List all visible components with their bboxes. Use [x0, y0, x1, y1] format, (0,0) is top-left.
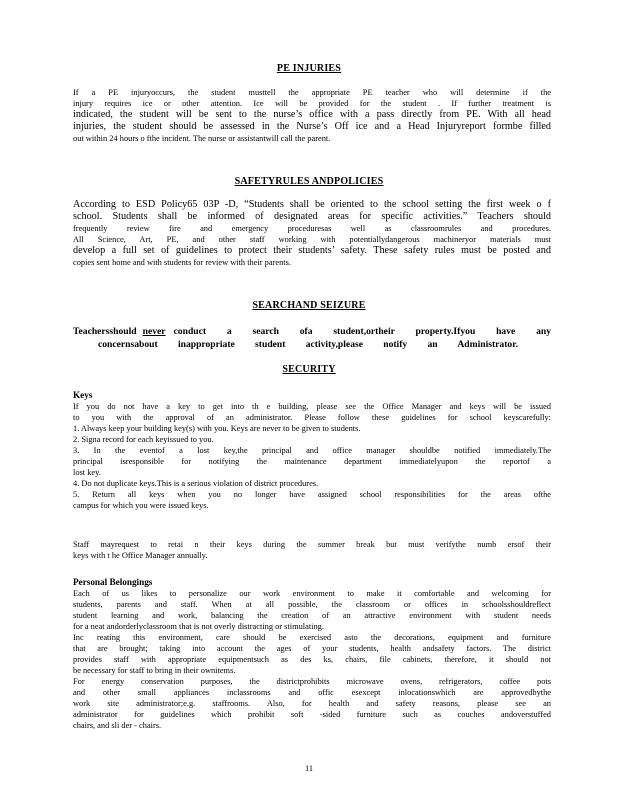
- paragraph-line: out within 24 hours o fthe incident. The nurse or assistantwill call the parent.: [73, 134, 331, 143]
- security-heading: SECURITY: [282, 364, 336, 375]
- paragraph-line: be necessary for staff to bring in their ownitems.: [73, 666, 236, 675]
- pe-injuries-heading: PE INJURIES: [276, 63, 342, 74]
- search-seizure-heading: SEARCHAND SEIZURE: [252, 300, 366, 311]
- paragraph-line: to you with the approval of an administrator. Please follow these guidelines for school keyscarefully:: [73, 413, 551, 422]
- paragraph-line: develop a full set of guidelines to protect their students’ safety. These safety rules must be posted and: [73, 245, 551, 256]
- search-seizure-paragraph: [73, 325, 551, 351]
- keys-subheading: Keys: [73, 390, 93, 400]
- conduct-text: conduct a search ofa student,ortheir property.Ifyou have any: [173, 326, 551, 337]
- search-seizure-line: [73, 325, 551, 338]
- safety-rules-paragraph: [73, 199, 551, 268]
- paragraph-line: injury requires ice or other attention. Ice will be provided for the student . If further treatment is: [73, 99, 551, 108]
- paragraph-line: indicated, the student will be sent to the nurse’s office with a pass directly from PE. With all head: [73, 109, 551, 120]
- paragraph-line: work site administrator;e.g. staffrooms. Also, for health and safety reasons, please see an: [73, 699, 551, 708]
- personal-belongings-section: [73, 576, 551, 731]
- never-emphasis: never: [142, 326, 166, 337]
- staff-keys-paragraph: [73, 539, 551, 561]
- safety-rules-heading: SAFETYRULES ANDPOLICIES: [234, 176, 384, 187]
- list-item: 2. Signa record for each keyissued to you.: [73, 435, 214, 444]
- should-text: Teachersshould: [73, 326, 137, 337]
- paragraph-line: If a PE injuryoccurs, the student musttell the appropriate PE teacher who will determine if the: [73, 88, 551, 97]
- paragraph-line: and other small appliances inclassrooms and offic esexcept inlocationswhich are approvedbythe: [73, 688, 551, 697]
- paragraph-line: For energy conservation purposes, the districtprohibits microwave ovens, refrigerators, coffee pots: [73, 677, 551, 686]
- paragraph-line: students, parents and staff. When at all possible, the classroom or offices in schoolsshouldreflect: [73, 600, 551, 609]
- personal-belongings-subheading: Personal Belongings: [73, 577, 153, 587]
- paragraph-line: copies sent home and with students for review with their parents.: [73, 258, 291, 267]
- list-item: 5. Return all keys when you no longer have assigned school responsibilities for the areas ofthe: [73, 490, 551, 499]
- list-item: lost key.: [73, 468, 101, 477]
- paragraph-line: for a neat andorderlyclassroom that is not overly distracting or stimulating.: [73, 622, 324, 631]
- paragraph-line: keys with t he Office Manager annually.: [73, 551, 208, 560]
- paragraph-line: According to ESD Policy65 03P -D, “Students shall be oriented to the school setting the first week o f: [73, 199, 551, 210]
- list-item: 3. In the eventof a lost key,the principal and office manager shouldbe notified immediately.The: [73, 446, 551, 455]
- paragraph-line: that are brought; taking into account the ages of your students, health andsafety factors. The district: [73, 644, 551, 653]
- keys-section: [73, 389, 551, 511]
- paragraph-line: injuries, the student should be assessed in the Nurse’s Off ice and a Head Injuryreport formbe filled: [73, 121, 551, 132]
- paragraph-line: Each of us likes to personalize our work environment to make it comfortable and welcoming for: [73, 589, 551, 598]
- paragraph-line: frequently review fire and emergency proceduresas well as classroomrules and procedures.: [73, 224, 551, 233]
- search-seizure-line: concernsabout inappropriate student activity,please notify an Administrator.: [98, 339, 518, 350]
- paragraph-line: If you do not have a key to get into th e building, please see the Office Manager and keys will be issued: [73, 402, 551, 411]
- list-item: 1. Always keep your building key(s) with you. Keys are never to be given to students.: [73, 424, 361, 433]
- paragraph-line: Inc reating this environment, care should be exercised asto the decorations, equipment and furniture: [73, 633, 551, 642]
- paragraph-line: All Science, Art, PE, and other staff working with potentiallydangerous machineryor materials must: [73, 235, 551, 244]
- paragraph-line: Staff mayrequest to retai n their keys during the summer break but must verifythe numb ersof their: [73, 540, 551, 549]
- paragraph-line: administrator for guidelines which prohibit soft -sided furniture such as couches andoverstuffed: [73, 710, 551, 719]
- paragraph-line: chairs, and sli der - chairs.: [73, 721, 162, 730]
- list-item: campus for which you were issued keys.: [73, 501, 209, 510]
- pe-injuries-paragraph: [73, 87, 551, 144]
- paragraph-line: student learning and work, balancing the creation of an attractive environment with student needs: [73, 611, 551, 620]
- page-number: 11: [304, 764, 314, 773]
- paragraph-line: school. Students shall be informed of designated areas for specific activities.” Teachers should: [73, 211, 551, 222]
- list-item: principal isresponsible for notifying the maintenance department immediatelyupon the reportof a: [73, 457, 551, 466]
- paragraph-line: provides staff with appropriate equipmentsuch as des ks, chairs, file cabinets, therefore, it should not: [73, 655, 551, 664]
- list-item: 4. Do not duplicate keys.This is a serious violation of district procedures.: [73, 479, 319, 488]
